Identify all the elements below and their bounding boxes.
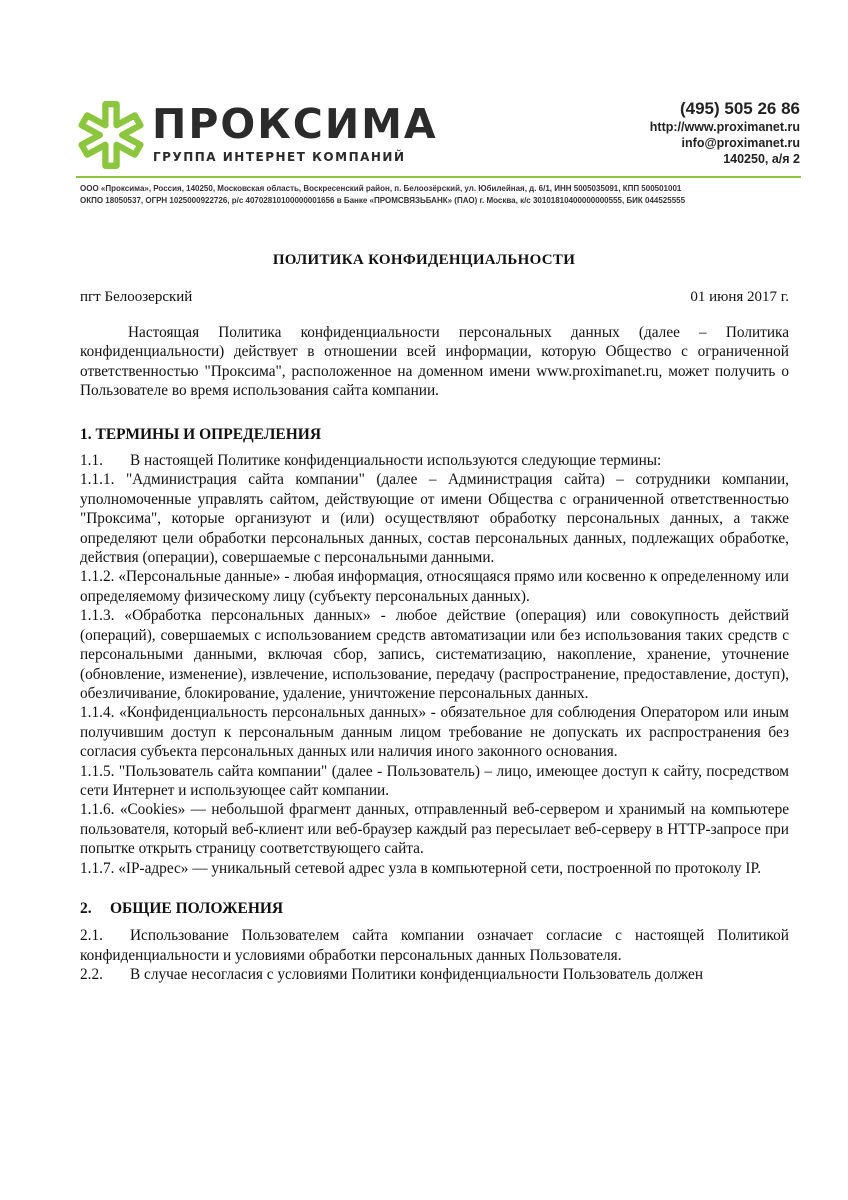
green-asterisk-icon	[76, 100, 146, 170]
clause-number: 1.1.1.	[80, 471, 115, 489]
clause	[80, 606, 789, 703]
clause-number: 1.1.3.	[80, 607, 115, 625]
place-date-row	[80, 289, 789, 306]
clause	[80, 470, 789, 567]
phone-number: (495) 505 26 86	[679, 99, 800, 118]
clause	[80, 703, 789, 761]
clause-text: «Персональные данные» - любая информация, относящаяся прямо или косвенно к определенному или определяемому физическому лицу (субъекту персональных данных).	[80, 568, 789, 605]
clause-number: 1.1.5.	[80, 762, 115, 780]
header-divider	[76, 176, 801, 178]
clause-number: 1.1.	[80, 452, 103, 470]
clause-number: 1.1.4.	[80, 704, 115, 722]
clause-text: Использование Пользователем сайта компании означает согласие с настоящей Политикой конфиденциальности и условиями обработки персональных данных Пользователя.	[80, 927, 789, 964]
clause-text: «Cookies» — небольшой фрагмент данных, отправленный веб-сервером и хранимый на компьютере пользователя, который веб-клиент или веб-браузер каждый раз пересылает веб-серверу в HTTP-запросе при попытке открыть страницу соответствующего сайта.	[80, 801, 790, 858]
clause	[80, 762, 789, 801]
letterhead	[0, 0, 848, 215]
clause	[80, 859, 789, 878]
clause-number: 2.1.	[80, 927, 103, 945]
contact-block	[650, 99, 800, 167]
document-title: ПОЛИТИКА КОНФИДЕНЦИАЛЬНОСТИ	[272, 252, 576, 268]
document-place: пгт Белоозерский	[80, 289, 193, 305]
clause-text: В настоящей Политике конфиденциальности используются следующие термины:	[130, 452, 662, 470]
document-body	[80, 323, 789, 985]
email-link[interactable]: info@proximanet.ru	[681, 136, 800, 150]
legal-line: ООО «Проксима», Россия, 140250, Московская область, Воскресенский район, п. Белоозёрский, ул. Юбилейная, д. 6/1, ИНН 5005035091, КПП 500501001	[80, 184, 682, 193]
clause	[80, 926, 789, 965]
website-link[interactable]: http://www.proximanet.ru	[649, 120, 800, 134]
legal-details	[80, 183, 805, 207]
legal-line: ОКПО 18050537, ОГРН 1025000922726, р/с 40702810100000001656 в Банке «ПРОМСВЯЗЬБАНК» (ПАО) г. Москва, к/с 30101810400000000555, БИК 044525555	[80, 196, 686, 205]
clause	[80, 965, 789, 984]
clause-text: "Администрация сайта компании" (далее – Администрация сайта) – сотрудники компании, уполномоченные управлять сайтом, действующие от имени Общества с ограниченной ответственностью "Проксима", которые организуют и (или) осуществляют обработку персональных данных, а также определяют цели обработки персональных данных, состав персональных данных, подлежащих обработке, действия (операции), совершаемые с персональными данными.	[80, 471, 790, 567]
clause-number: 1.1.7.	[80, 859, 115, 877]
clause-number: 1.1.2.	[80, 568, 115, 586]
clause	[80, 451, 789, 470]
clause-text: "Пользователь сайта компании" (далее - Пользователь) – лицо, имеющее доступ к сайту, посредством сети Интернет и использующее сайт компании.	[80, 762, 789, 799]
section-number: 2.	[80, 899, 92, 917]
clause-text: «IP-адрес» — уникальный сетевой адрес узла в компьютерной сети, построенной по протоколу IP.	[118, 859, 762, 877]
clause-text: «Обработка персональных данных» - любое действие (операция) или совокупность действий (операций), совершаемых с использованием средств автоматизации или без использования таких средств с персональными данными, включая сбор, запись, систематизацию, накопление, хранение, уточнение (обновление, изменение), извлечение, использование, передачу (распространение, предоставление, доступ), обезличивание, блокирование, удаление, уничтожение персональных данных.	[80, 607, 789, 702]
brand-tagline: ГРУППА ИНТЕРНЕТ КОМПАНИЙ	[153, 150, 406, 164]
brand-name: ПРОКСИМА	[152, 100, 438, 148]
postal-address: 140250, а/я 2	[723, 152, 800, 166]
clause	[80, 567, 789, 606]
document-date: 01 июня 2017 г.	[690, 289, 789, 305]
clause-text: «Конфиденциальность персональных данных» - обязательное для соблюдения Оператором или иным получившим доступ к персональным данным лицом требование не допускать их распространения без согласия субъекта персональных данных или наличия иного законного основания.	[80, 704, 789, 761]
section-heading: 1. ТЕРМИНЫ И ОПРЕДЕЛЕНИЯ	[80, 425, 322, 443]
intro-paragraph: Настоящая Политика конфиденциальности персональных данных (далее – Политика конфиденциальности) действует в отношении всей информации, которую Общество с ограниченной ответственностью "Проксима", расположенное на доменном имени www.proximanet.ru, может получить о Пользователе во время использования сайта компании.	[80, 324, 789, 400]
section-title: ОБЩИЕ ПОЛОЖЕНИЯ	[110, 899, 284, 917]
clause	[80, 800, 789, 858]
clause-text: В случае несогласия с условиями Политики конфиденциальности Пользователь должен	[130, 966, 704, 984]
section-heading	[80, 899, 789, 918]
clause-number: 1.1.6.	[80, 801, 115, 819]
clause-number: 2.2.	[80, 966, 103, 984]
